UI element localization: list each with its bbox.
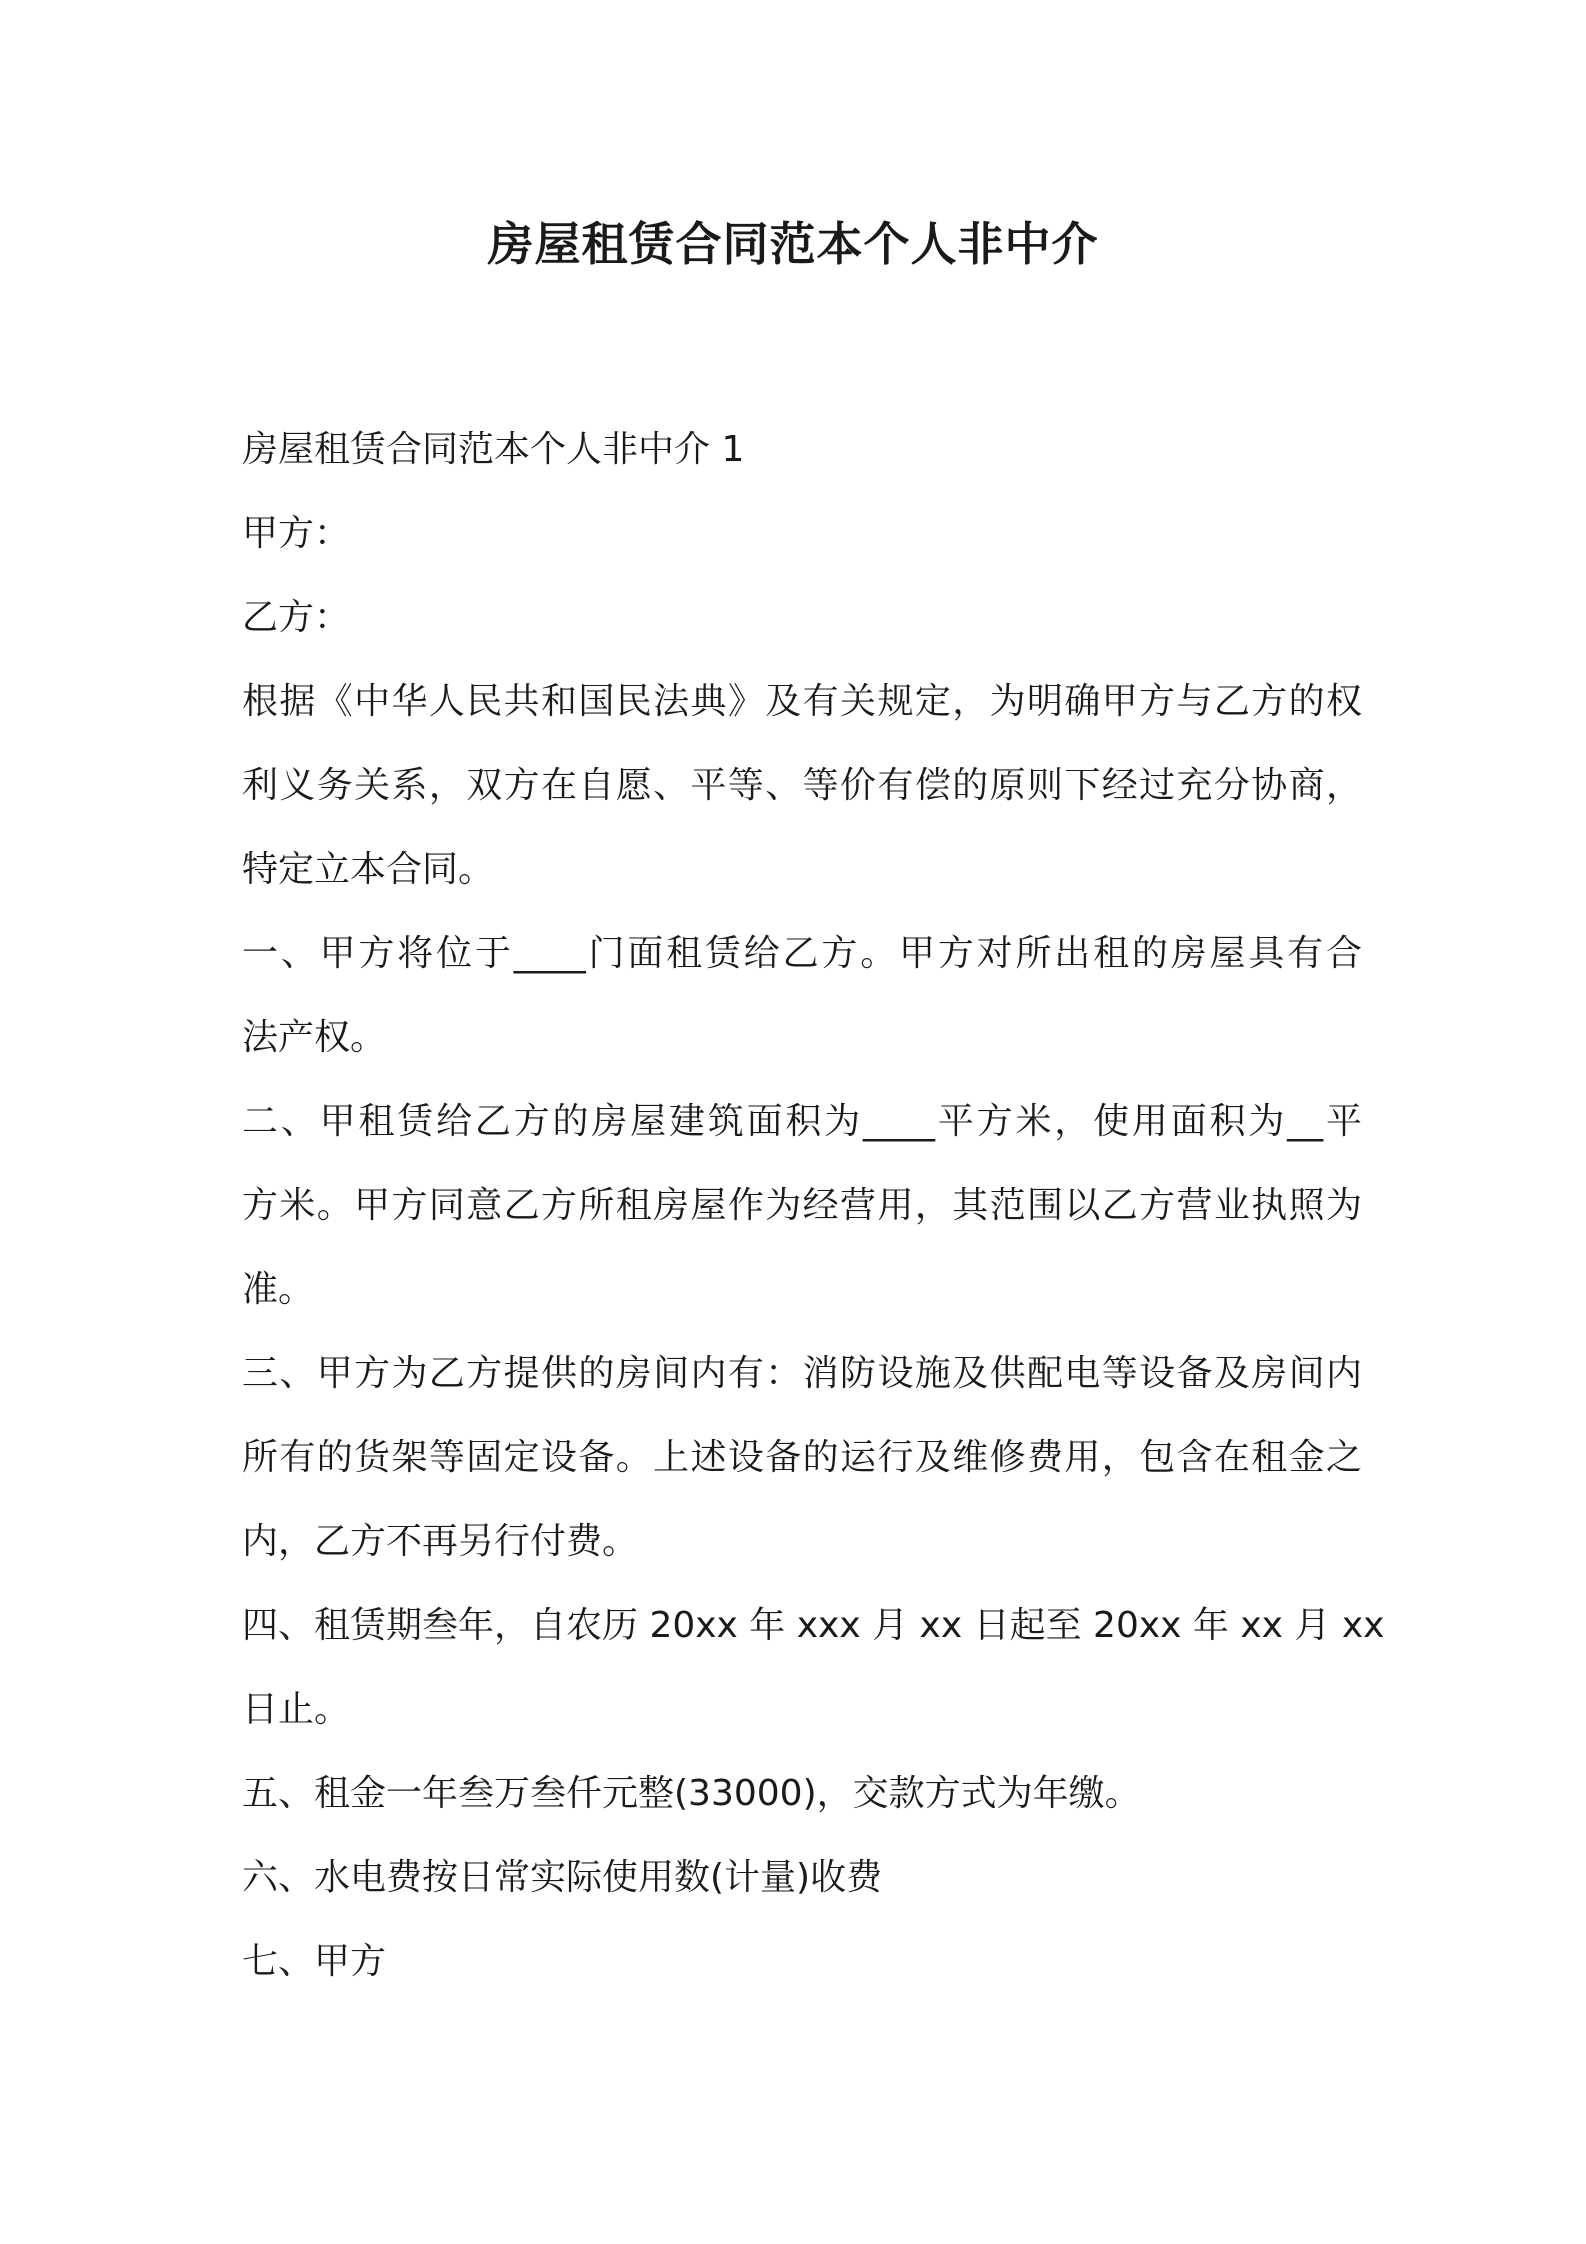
clause-7-line: 七、甲方 [242,1941,387,1982]
party-a-label: 甲方： [242,513,351,554]
document-title: 房屋租赁合同范本个人非中介 [487,217,1099,271]
clause-4-line-1: 四、租赁期叁年，自农历 20xx 年 xxx 月 xx 日起至 20xx 年 xx 月 xx [242,1605,1385,1646]
preamble-line-3: 特定立本合同。 [242,849,495,890]
clause-1-line-1: 一、甲方将位于____门面租赁给乙方。甲方对所出租的房屋具有合 [242,933,1362,974]
subtitle-line: 房屋租赁合同范本个人非中介 1 [242,429,745,470]
preamble-line-1: 根据《中华人民共和国民法典》及有关规定，为明确甲方与乙方的权 [242,681,1362,722]
clause-4-line-2: 日止。 [242,1689,351,1730]
clause-6-line: 六、水电费按日常实际使用数(计量)收费 [242,1857,883,1898]
clause-3-line-3: 内，乙方不再另行付费。 [242,1521,639,1562]
clause-3-line-1: 三、甲方为乙方提供的房间内有：消防设施及供配电等设备及房间内 [242,1353,1362,1394]
clause-1-line-2: 法产权。 [242,1017,387,1058]
clause-2-line-3: 准。 [242,1269,315,1310]
clause-5-line: 五、租金一年叁万叁仟元整(33000)，交款方式为年缴。 [242,1773,1141,1814]
document-body [242,408,1385,2004]
clause-2-line-1: 二、甲租赁给乙方的房屋建筑面积为____平方米，使用面积为__平 [242,1101,1362,1142]
party-b-label: 乙方： [242,597,351,638]
clause-2-line-2: 方米。甲方同意乙方所租房屋作为经营用，其范围以乙方营业执照为 [242,1185,1362,1226]
clause-3-line-2: 所有的货架等固定设备。上述设备的运行及维修费用，包含在租金之 [242,1437,1362,1478]
preamble-line-2: 利义务关系，双方在自愿、平等、等价有偿的原则下经过充分协商， [242,765,1362,806]
